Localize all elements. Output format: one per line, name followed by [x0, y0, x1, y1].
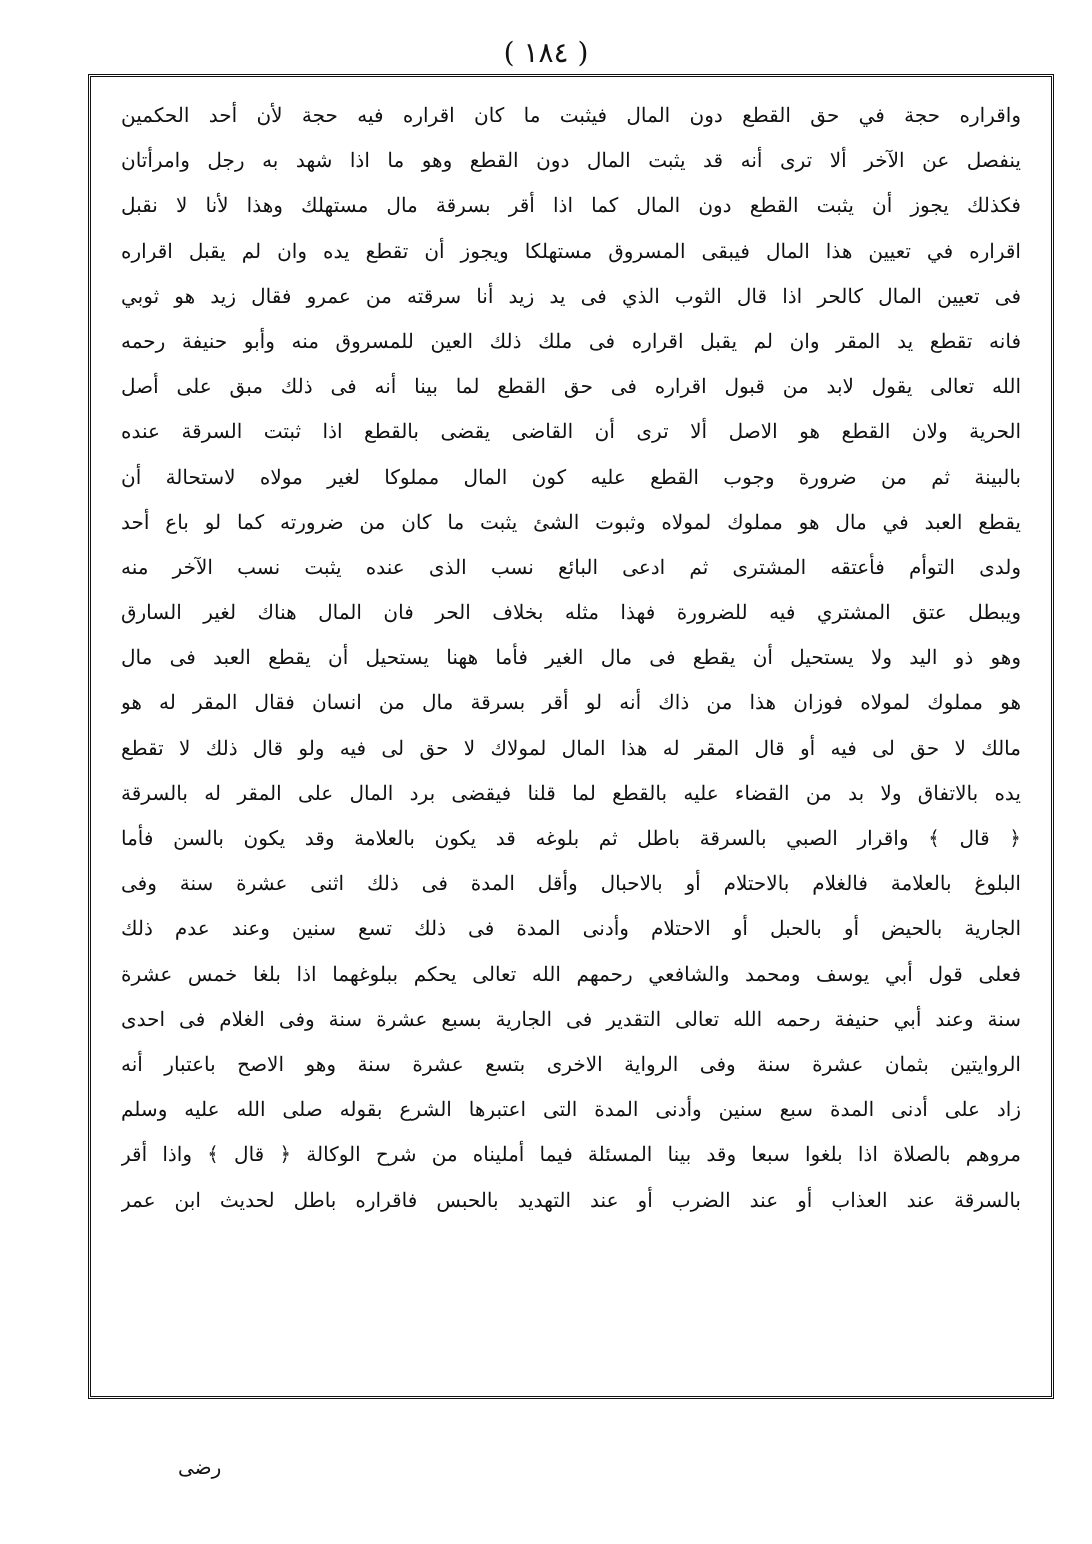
text-line: ويبطل عتق المشتري فيه للضرورة فهذا مثله بخلاف الحر فان المال هناك لغير السارق	[121, 600, 1021, 625]
text-line: زاد على أدنى المدة سبع سنين وأدنى المدة التى اعتبرها الشرع بقوله صلى الله عليه وسلم	[121, 1097, 1021, 1122]
text-line: ﴿ قال ﴾ واقرار الصبي بالسرقة باطل ثم بلوغه قد يكون بالعلامة وقد يكون بالسن فأما	[121, 826, 1021, 850]
text-line: مالك لا حق لى فيه أو قال المقر له هذا المال لمولاك لا حق لى فيه ولو قال ذلك لا تقطع	[121, 735, 1021, 760]
catchword: رضى	[178, 1455, 222, 1479]
text-line: فكذلك يجوز أن يثبت القطع دون المال كما اذا أقر بسرقة مال مستهلك وهذا لأنا لا نقبل	[121, 193, 1021, 218]
text-line: اقراره في تعيين هذا المال فيبقى المسروق مستهلكا ويجوز أن تقطع يده وان لم يقبل اقراره	[121, 238, 1021, 263]
text-line	[121, 1223, 1021, 1268]
text-line: يده بالاتفاق ولا بد من القضاء عليه بالقطع لما قلنا فيقضى برد المال على المقر له بالسرقة	[121, 780, 1021, 805]
text-line: واقراره حجة في حق القطع دون المال فيثبت ما كان اقراره فيه حجة لأن أحد الحكمين	[121, 103, 1021, 127]
text-line: الروايتين بثمان عشرة سنة وفى الرواية الاخرى بتسع عشرة سنة وهو الاصح باعتبار أنه	[121, 1051, 1021, 1076]
text-line	[121, 1313, 1021, 1358]
text-line: بالسرقة عند العذاب أو عند الضرب أو عند التهديد بالحبس فاقراره باطل لحديث ابن عمر	[121, 1187, 1021, 1212]
text-line: يقطع العبد في مال هو مملوك لمولاه وثبوت الشئ يثبت ما كان من ضرورته كما لو باع أحد	[121, 509, 1021, 534]
text-line: بالبينة ثم من ضرورة وجوب القطع عليه كون المال مملوكا لغير مولاه لاستحالة أن	[121, 464, 1021, 489]
text-line: البلوغ بالعلامة فالغلام بالاحتلام أو بالاحبال وأقل المدة فى ذلك اثنى عشرة سنة وفى	[121, 871, 1021, 896]
page-number: ( ١٨٤ )	[503, 36, 589, 69]
text-line: ولدى التوأم فأعتقه المشترى ثم ادعى البائع نسب الذى عنده يثبت نسب الآخر منه	[121, 554, 1021, 579]
text-line: الحرية ولان القطع هو الاصل ألا ترى أن القاضى يقضى بالقطع اذا ثبتت السرقة عنده	[121, 419, 1021, 444]
text-line: فعلى قول أبي يوسف ومحمد والشافعي رحمهم الله تعالى يحكم ببلوغهما اذا بلغا خمس عشرة	[121, 961, 1021, 986]
text-line: فى تعيين المال كالحر اذا قال الثوب الذي فى يد زيد أنا سرقته من عمرو فقال زيد هو ثوبي	[121, 283, 1021, 308]
text-line	[121, 1268, 1021, 1313]
text-line: مروهم بالصلاة اذا بلغوا سبعا وقد بينا المسئلة فيما أمليناه من شرح الوكالة ﴿ قال ﴾ واذا أقر	[121, 1142, 1021, 1167]
text-line: سنة وعند أبي حنيفة رحمه الله تعالى التقدير فى الجارية بسبع عشرة سنة وفى الغلام فى احدى	[121, 1006, 1021, 1031]
text-line: فانه تقطع يد المقر وان لم يقبل اقراره فى ملك ذلك العين للمسروق منه وأبو حنيفة رحمه	[121, 328, 1021, 353]
text-line: ينفصل عن الآخر ألا ترى أنه قد يثبت المال دون القطع وهو ما اذا شهد به رجل وامرأتان	[121, 148, 1021, 173]
text-frame	[88, 74, 1054, 1399]
text-line: وهو ذو اليد ولا يستحيل أن يقطع فى مال الغير فأما ههنا يستحيل أن يقطع العبد فى مال	[121, 645, 1021, 670]
text-line: الله تعالى يقول لابد من قبول اقراره فى حق القطع لما بينا أنه فى ذلك مبق على أصل	[121, 374, 1021, 399]
text-line: هو مملوك لمولاه فوزان هذا من ذاك أنه لو أقر بسرقة مال من انسان فقال المقر له هو	[121, 690, 1021, 715]
text-line: الجارية بالحيض أو بالحبل أو الاحتلام وأدنى المدة فى ذلك تسع سنين وعند عدم ذلك	[121, 916, 1021, 941]
